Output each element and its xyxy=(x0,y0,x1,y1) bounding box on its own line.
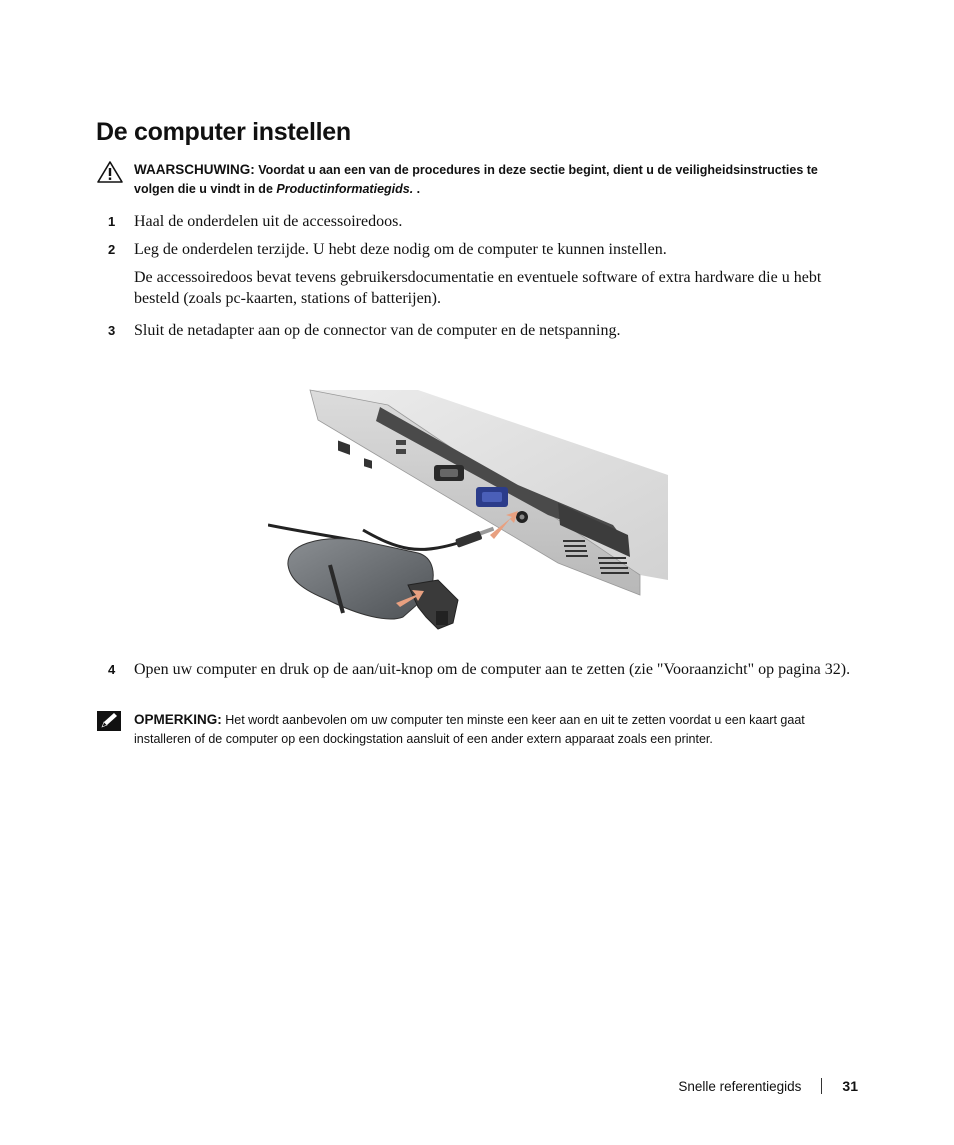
step-number: 1 xyxy=(108,214,116,229)
step-number: 3 xyxy=(108,323,116,338)
warning-doc-title: Productinformatiegids. xyxy=(276,182,414,196)
step-4 xyxy=(108,659,860,680)
step-text: Leg de onderdelen terzijde. U hebt deze nodig om de computer te kunnen instellen. xyxy=(134,241,667,258)
warning-text-after: . xyxy=(413,182,421,196)
page-number: 31 xyxy=(842,1078,858,1094)
step-1 xyxy=(108,211,860,232)
step-2-extra-paragraph: De accessoiredoos bevat tevens gebruikersdocumentatie en eventuele software of extra hardware die u hebt besteld (zoals pc-kaarten, stations of batterijen). xyxy=(134,269,822,307)
footer-separator xyxy=(821,1078,822,1094)
page-footer xyxy=(678,1078,858,1094)
page-title: De computer instellen xyxy=(96,118,351,146)
warning-text xyxy=(134,160,860,199)
step-number: 4 xyxy=(108,662,116,677)
step-text: Haal de onderdelen uit de accessoiredoos. xyxy=(134,213,403,230)
note-notice xyxy=(96,710,860,749)
footer-doc-name: Snelle referentiegids xyxy=(678,1078,802,1094)
warning-notice xyxy=(96,160,860,199)
note-pencil-icon xyxy=(96,710,122,737)
step-2 xyxy=(108,239,860,260)
ac-adapter-illustration xyxy=(268,385,668,635)
step-3 xyxy=(108,320,860,341)
step-number: 2 xyxy=(108,242,116,257)
note-body: Het wordt aanbevolen om uw computer ten minste een keer aan en uit te zetten voordat u een kaart gaat installeren of de computer op een dockingstation aansluit of een ander extern apparaat zoals een printer. xyxy=(134,713,805,746)
step-text: Sluit de netadapter aan op de connector van de computer en de netspanning. xyxy=(134,322,621,339)
note-text xyxy=(134,710,860,749)
note-label: OPMERKING: xyxy=(134,712,222,727)
warning-triangle-icon xyxy=(96,160,124,189)
warning-text-before: Voordat u aan een van de procedures in deze sectie begint, dient u de veiligheidsinstructies te volgen die u vindt in de xyxy=(134,163,818,196)
step-text: Open uw computer en druk op de aan/uit-knop om de computer aan te zetten (zie "Vooraanzicht" op pagina 32). xyxy=(134,661,851,678)
warning-label: WAARSCHUWING: xyxy=(134,162,255,177)
